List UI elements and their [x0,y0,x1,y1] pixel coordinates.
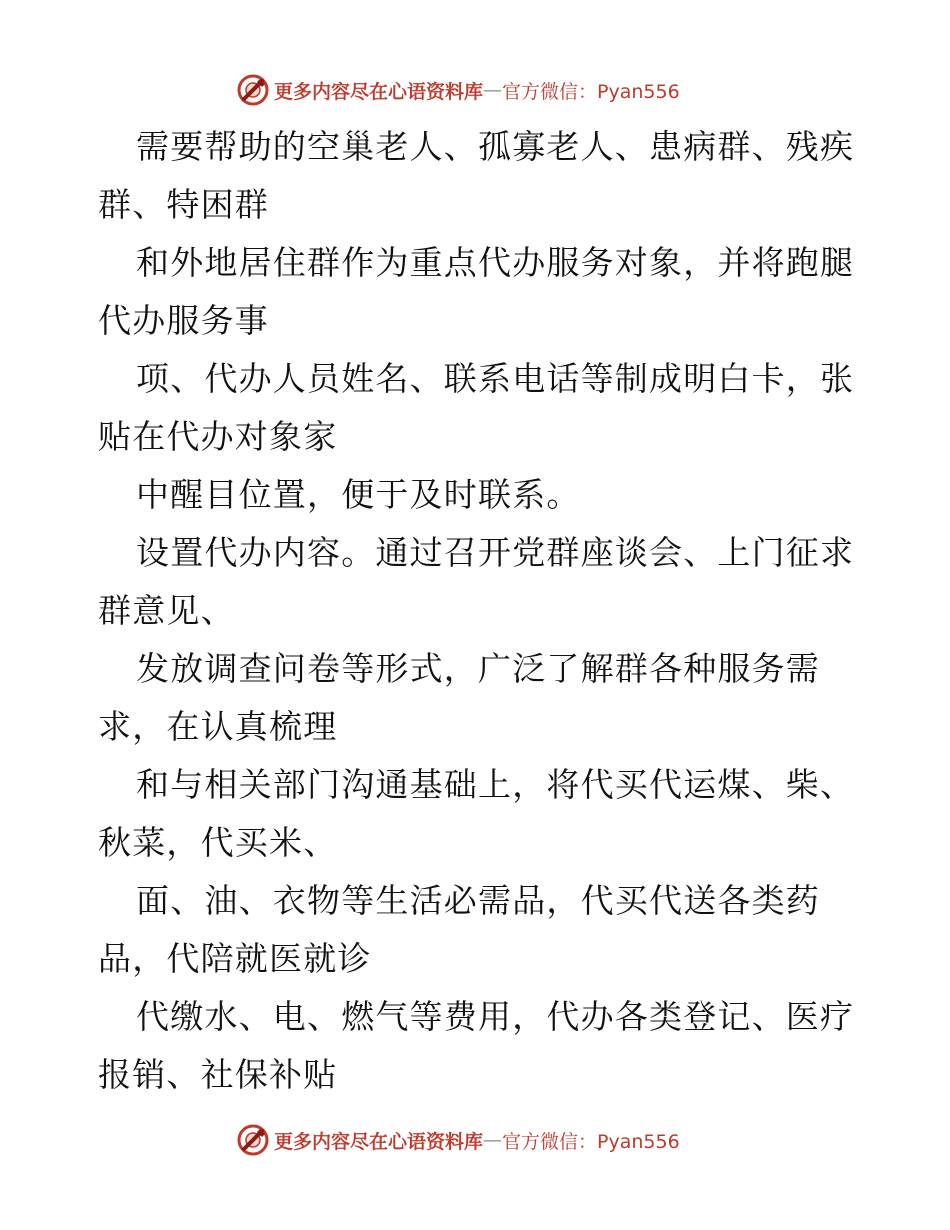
wechat-contact: 官方微信：Pyan556 [502,80,680,103]
wechat-contact: 官方微信：Pyan556 [502,1130,680,1153]
header-banner [236,72,756,108]
paragraph-line: 求，在认真梳理 [98,707,338,746]
paragraph-line: 发放调查问卷等形式，广泛了解群各种服务需 [136,649,820,688]
paragraph-line: 和外地居住群作为重点代办服务对象，并将跑腿 [136,243,855,282]
banner-separator: — [483,1129,503,1151]
paragraph-line: 需要帮助的空巢老人、孤寡老人、患病群、残疾 [136,127,855,166]
paragraph-line: 品，代陪就医就诊 [98,939,372,978]
paragraph-line: 代办服务事 [98,301,269,340]
paragraph-line: 群、特困群 [98,185,269,224]
paragraph-line: 群意见、 [98,591,235,630]
brand-logo-icon [236,73,270,107]
paragraph-line: 中醒目位置，便于及时联系。 [136,475,581,514]
document-body [98,118,854,1104]
paragraph-line: 代缴水、电、燃气等费用，代办各类登记、医疗 [136,997,855,1036]
paragraph-line: 项、代办人员姓名、联系电话等制成明白卡，张 [136,359,855,398]
paragraph-line: 报销、社保补贴 [98,1055,338,1094]
footer-banner [236,1122,756,1158]
site-name: 更多内容尽在心语资料库 [274,1130,484,1153]
paragraph-line: 贴在代办对象家 [98,417,338,456]
site-name: 更多内容尽在心语资料库 [274,80,484,103]
brand-logo-icon [236,1123,270,1157]
paragraph-line: 秋菜，代买米、 [98,823,338,862]
paragraph-line: 和与相关部门沟通基础上，将代买代运煤、柴、 [136,765,855,804]
banner-separator: — [483,79,503,101]
paragraph-line: 设置代办内容。通过召开党群座谈会、上门征求 [136,533,855,572]
paragraph-line: 面、油、衣物等生活必需品，代买代送各类药 [136,881,820,920]
